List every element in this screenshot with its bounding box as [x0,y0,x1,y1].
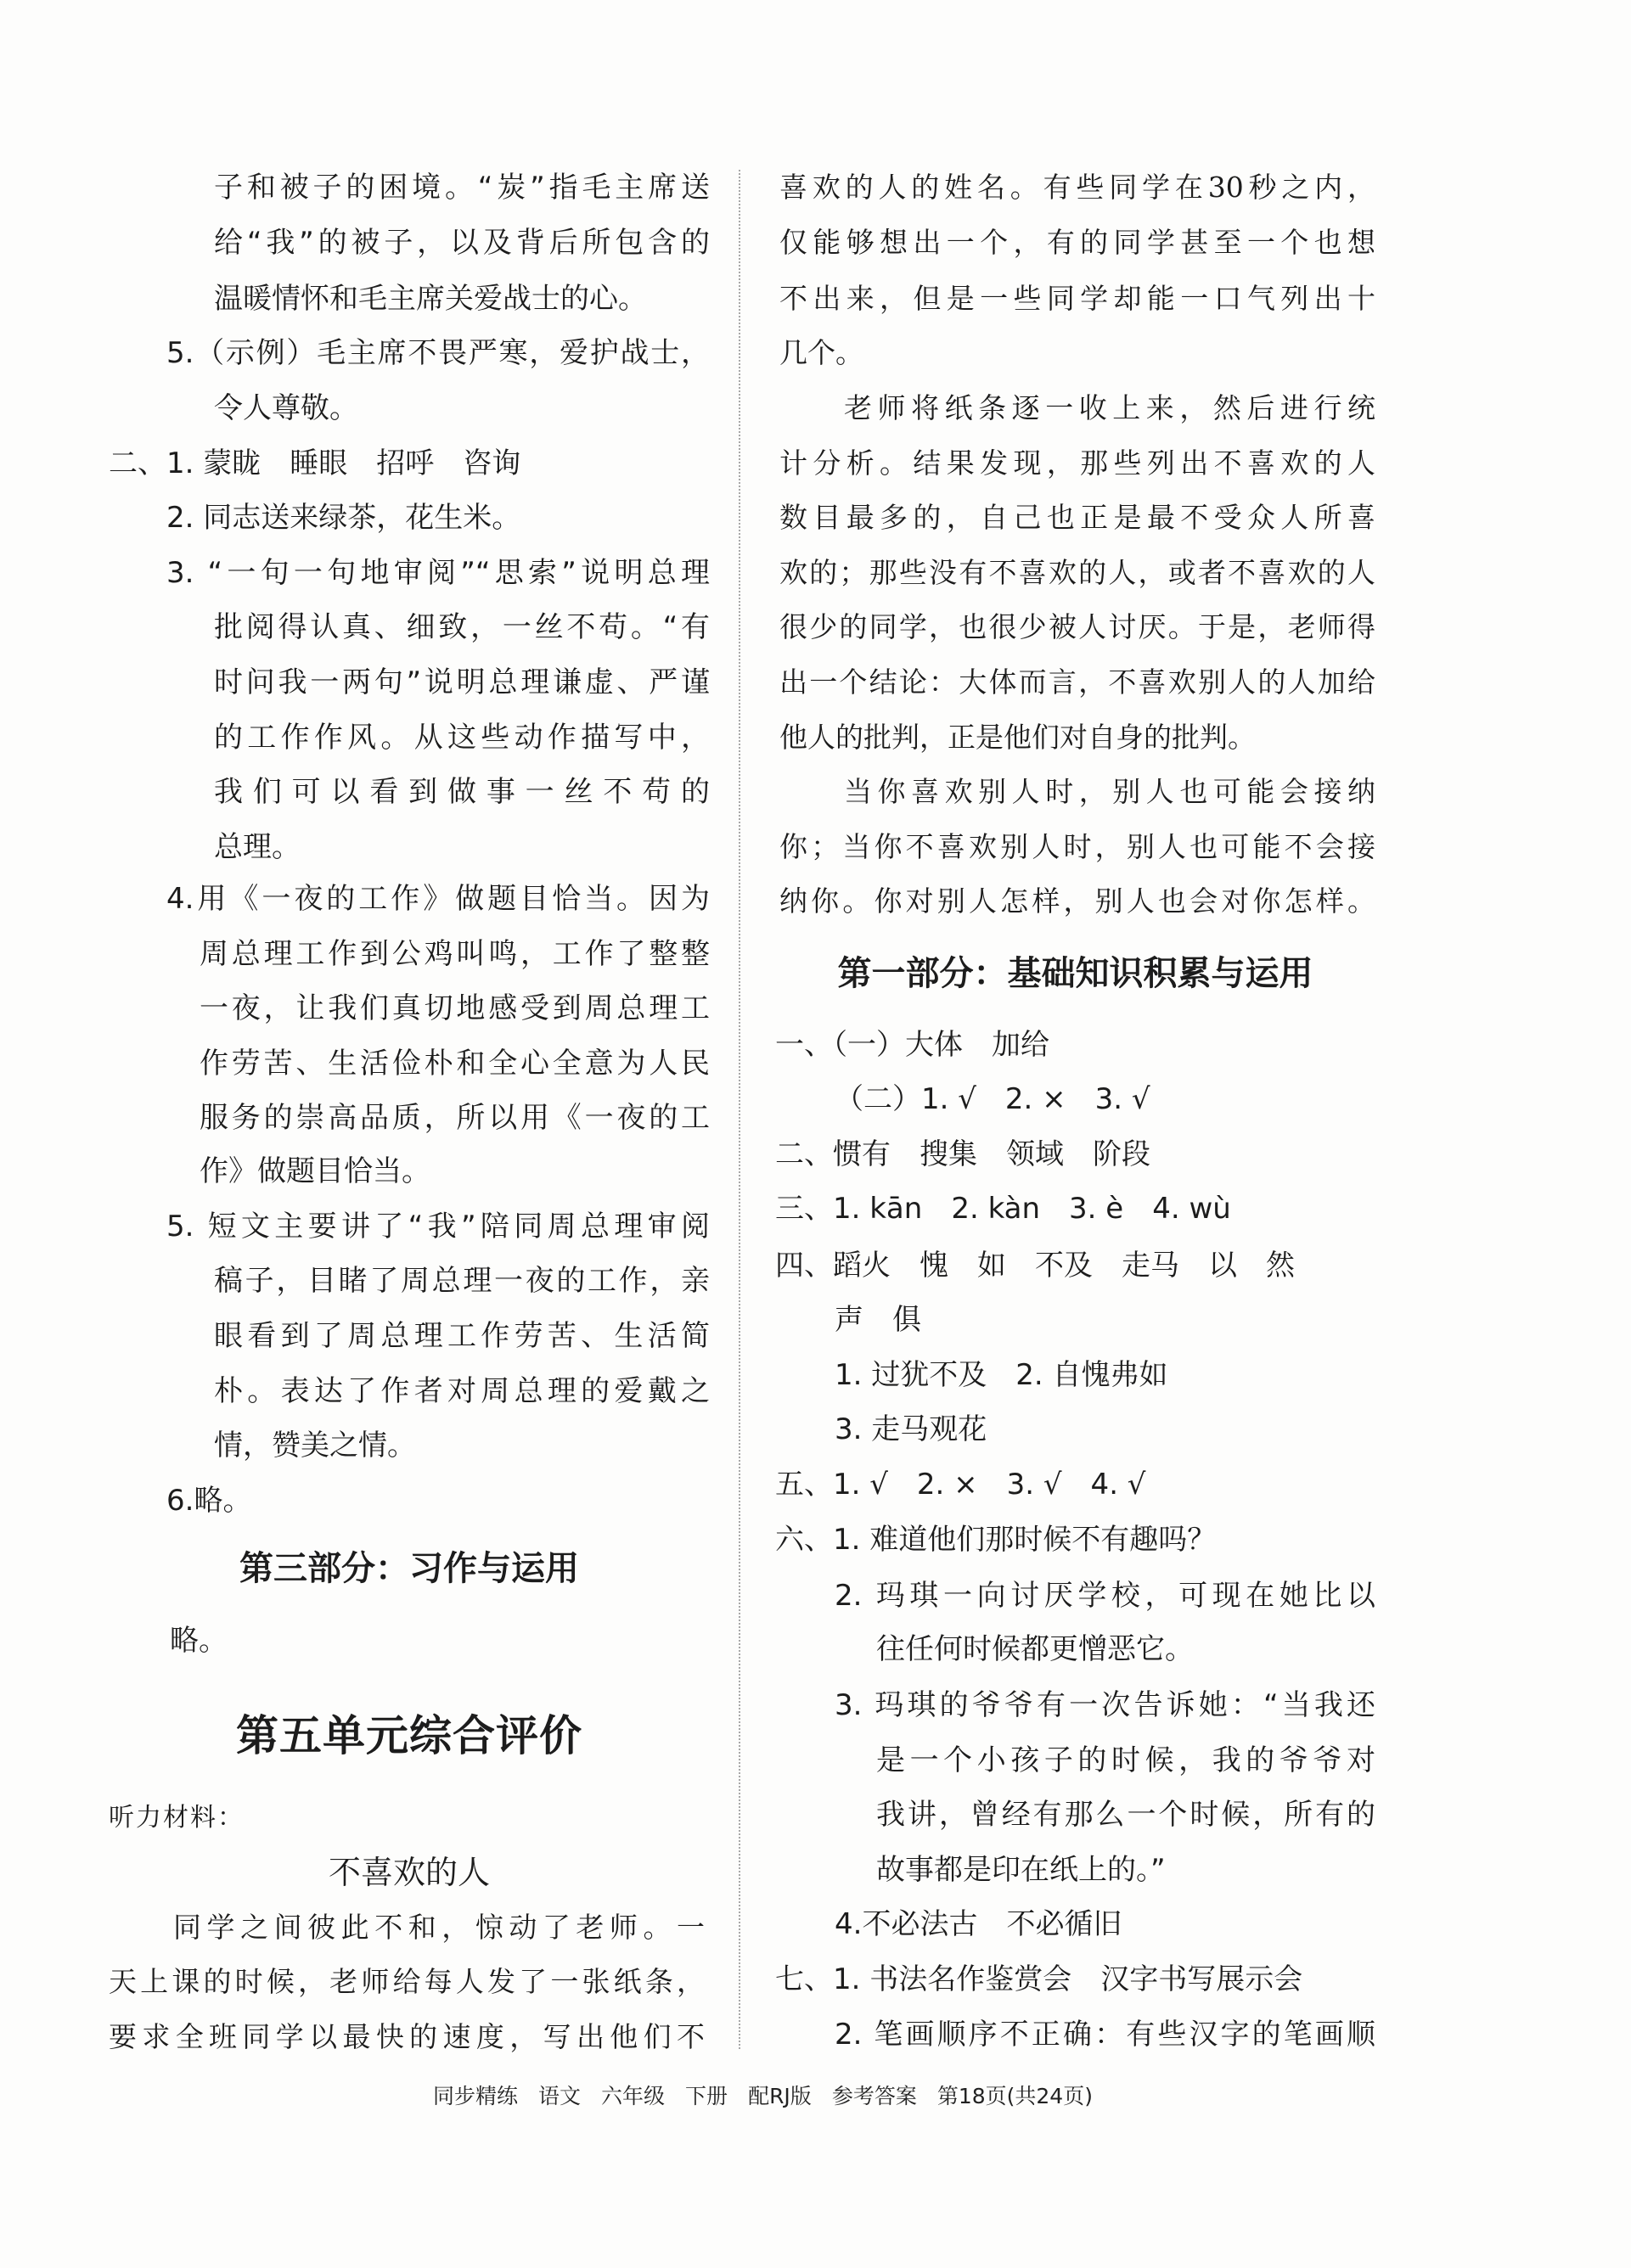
answer-line: 6.略。 [166,1484,252,1518]
answer-line: 时问我一两句”说明总理谦虚、严谨 [214,665,710,699]
answer-line: 我讲，曾经有那么一个时候，所有的 [876,1798,1375,1832]
answer-line: 五、1. √ 2. × 3. √ 4. √ [775,1468,1146,1502]
answer-line: 3. 玛琪的爷爷有一次告诉她：“当我还 [835,1688,1375,1722]
answer-line: 往任何时候都更憎恶它。 [876,1632,1194,1666]
answer-line: 2. 玛琪一向讨厌学校，可现在她比以 [835,1579,1375,1613]
story-line: 很少的同学，也很少被人讨厌。于是，老师得 [779,610,1375,643]
answer-line: 5.（示例）毛主席不畏严寒，爱护战士， [166,336,710,370]
footer-edition: 配RJ版 [748,2084,812,2108]
story-line: 同学之间彼此不和，惊动了老师。一 [173,1911,705,1944]
answer-line: 七、1. 书法名作鉴赏会 汉字书写展示会 [775,1962,1303,1996]
footer-section: 参考答案 [831,2084,917,2108]
answer-line: 2. 同志送来绿茶，花生米。 [166,501,521,535]
answer-line: 一、（一）大体 加给 [775,1028,1049,1062]
answer-line: （二）1. √ 2. × 3. √ [835,1082,1150,1116]
answer-line: 二、1. 蒙眬 睡眼 招呼 咨询 [109,446,521,480]
section-heading: 第三部分：习作与运用 [239,1549,579,1588]
answer-line: 子和被子的困境。“炭”指毛主席送 [214,171,710,205]
answer-line: 稿子，目睹了周总理一夜的工作，亲 [214,1264,710,1298]
story-line: 出一个结论：大体而言，不喜欢别人的人加给 [779,665,1375,699]
story-line: 纳你。你对别人怎样，别人也会对你怎样。 [779,884,1375,918]
story-line: 老师将纸条逐一收上来，然后进行统 [844,391,1375,424]
answer-line: 1. 过犹不及 2. 自愧弗如 [835,1358,1168,1392]
story-line: 欢的；那些没有不喜欢的人，或者不喜欢的人 [779,556,1375,589]
story-line: 几个。 [779,336,863,369]
story-line: 喜欢的人的姓名。有些同学在30秒之内， [779,171,1375,204]
answer-line: 二、惯有 搜集 领域 阶段 [775,1137,1150,1171]
answer-line: 一夜，让我们真切地感受到周总理工 [200,991,710,1025]
answer-line: 的工作作风。从这些动作描写中， [214,721,710,755]
answer-line: 我们可以看到做事一丝不苟的 [214,775,710,809]
answer-line: 2. 笔画顺序不正确：有些汉字的笔画顺 [835,2018,1375,2052]
answer-line: 令人尊敬。 [214,391,358,425]
story-line: 他人的批判，正是他们对自身的批判。 [779,721,1256,754]
answer-line: 批阅得认真、细致，一丝不苟。“有 [214,610,710,644]
answer-line: 4.用《一夜的工作》做题目恰当。因为 [166,882,710,916]
answer-line: 眼看到了周总理工作劳苦、生活简 [214,1319,710,1353]
unit-title: 第五单元综合评价 [236,1711,582,1760]
answer-line: 故事都是印在纸上的。” [876,1853,1166,1887]
answer-line: 给“我”的被子，以及背后所包含的 [214,226,710,260]
answer-line: 4.不必法古 不必循旧 [835,1907,1122,1941]
footer-page-number: 第18页(共24页) [936,2084,1093,2108]
answer-line: 服务的崇高品质，所以用《一夜的工 [200,1101,710,1135]
story-line: 你；当你不喜欢别人时，别人也可能不会接 [779,830,1375,863]
footer-volume: 下册 [685,2084,728,2108]
answer-line: 四、蹈火 愧 如 不及 走马 以 然 [775,1249,1295,1283]
column-divider [739,170,740,2049]
answer-line: 朴。表达了作者对周总理的爱戴之 [214,1374,710,1408]
answer-line: 作》做题目恰当。 [200,1154,430,1188]
story-line: 仅能够想出一个，有的同学甚至一个也想 [779,226,1375,259]
footer-grade: 六年级 [601,2084,666,2108]
answer-line: 温暖情怀和毛主席关爱战士的心。 [214,282,647,316]
answer-line: 总理。 [214,830,301,864]
story-line: 数目最多的，自己也正是最不受众人所喜 [779,501,1375,534]
story-line: 天上课的时候，老师给每人发了一张纸条， [109,1965,705,1998]
answer-line: 六、1. 难道他们那时候不有趣吗？ [775,1523,1217,1557]
page-footer [433,2081,1093,2112]
story-line: 当你喜欢别人时，别人也可能会接纳 [844,775,1375,808]
answer-line: 三、1. kān 2. kàn 3. è 4. wù [775,1192,1231,1226]
listening-label: 听力材料： [109,1803,245,1833]
story-title: 不喜欢的人 [328,1854,490,1891]
answer-line: 略。 [170,1624,228,1658]
answer-line: 周总理工作到公鸡叫鸣，工作了整整 [200,937,710,971]
answer-line: 3. 走马观花 [835,1412,987,1446]
story-line: 不出来，但是一些同学却能一口气列出十 [779,282,1375,315]
footer-subject: 语文 [538,2084,582,2108]
answer-line: 声 俱 [835,1303,921,1337]
story-line: 计分析。结果发现，那些列出不喜欢的人 [779,446,1375,480]
answer-line: 作劳苦、生活俭朴和全心全意为人民 [200,1047,710,1081]
answer-line: 是一个小孩子的时候，我的爷爷对 [876,1743,1375,1777]
answer-line: 3. “一句一句地审阅”“思索”说明总理 [166,556,710,590]
answer-line: 情，赞美之情。 [214,1429,416,1462]
section-heading: 第一部分：基础知识积累与运用 [837,954,1313,993]
footer-series: 同步精练 [433,2084,519,2108]
answer-line: 5. 短文主要讲了“我”陪同周总理审阅 [166,1210,710,1243]
story-line: 要求全班同学以最快的速度，写出他们不 [109,2020,705,2053]
